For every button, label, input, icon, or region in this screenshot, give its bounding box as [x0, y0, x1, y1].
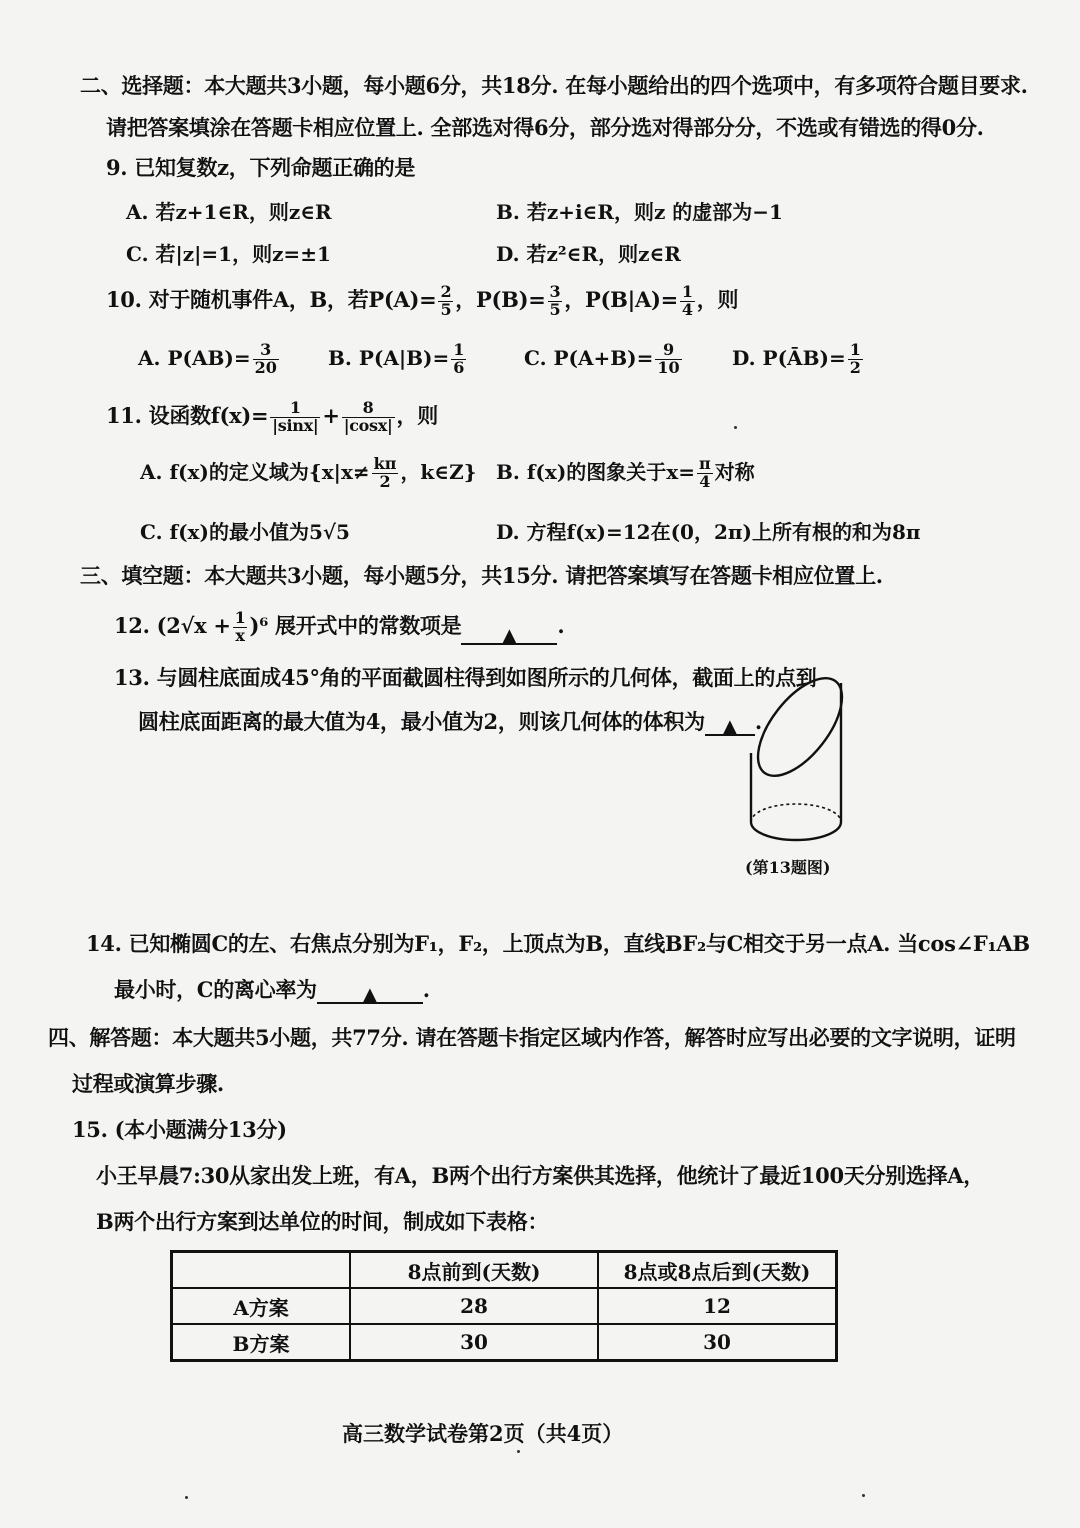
table-cell: B方案 — [172, 1324, 351, 1361]
q11-option-c: C. f(x)的最小值为5√5 — [140, 520, 350, 544]
q10-pa-num: 2 — [440, 282, 452, 302]
scan-speck — [517, 1450, 520, 1453]
q11-b-den: 4 — [699, 472, 711, 491]
q12-fraction — [233, 610, 248, 645]
q9-option-a: A. 若z+1∈R，则z∈R — [126, 200, 332, 224]
q11-a-num: kπ — [373, 454, 397, 474]
q12-prefix: 12. (2√x + — [114, 613, 231, 638]
q15-title: 15. (本小题满分13分) — [72, 1117, 287, 1142]
q11-f1-fraction — [270, 400, 320, 435]
q10-b-text: B. P(A|B)= — [328, 345, 450, 370]
table-header-cell: 8点前到(天数) — [350, 1252, 598, 1289]
q11-prefix: 11. 设函数f(x)= — [106, 403, 269, 428]
scan-speck — [734, 426, 737, 429]
q10-b-num: 1 — [453, 340, 465, 359]
q11-a-den: 2 — [379, 472, 391, 491]
q11-b-num: π — [698, 454, 711, 474]
q11-f1-den: |sinx| — [272, 416, 319, 435]
section4-heading-line1: 四、解答题：本大题共5小题，共77分. 请在答题卡指定区域内作答，解答时应写出必要的文字说明，证明 — [48, 1025, 1016, 1050]
q12-f-num: 1 — [234, 608, 246, 628]
q10-c-text: C. P(A+B)= — [524, 345, 654, 370]
q11-f2-num: 8 — [342, 400, 395, 418]
table-cell: 30 — [598, 1324, 837, 1361]
q10-option-d — [732, 342, 865, 377]
q10-prefix: 10. 对于随机事件A，B，若P(A)= — [106, 287, 437, 312]
q13-figure-caption: (第13题图) — [745, 858, 831, 877]
q13-line2 — [138, 706, 762, 736]
q11-b-tail: 对称 — [714, 460, 755, 484]
q15-data-table — [170, 1250, 838, 1362]
q10-a-text: A. P(AB)= — [138, 345, 251, 370]
table-cell: 30 — [350, 1324, 598, 1361]
section4-heading-line2: 过程或演算步骤. — [72, 1071, 224, 1096]
q9-option-b: B. 若z+i∈R，则z 的虚部为−1 — [496, 200, 783, 224]
q14-end: . — [422, 977, 430, 1002]
q15-line1: 小王早晨7:30从家出发上班，有A，B两个出行方案供其选择，他统计了最近100天分别选择A， — [96, 1163, 984, 1188]
q11-stem — [106, 400, 438, 435]
q14-line2 — [114, 974, 430, 1004]
scan-speck — [185, 1496, 188, 1499]
q14-line2-text: 最小时，C的离心率为 — [114, 977, 317, 1002]
q10-pba-num: 1 — [681, 282, 693, 302]
q10-stem — [106, 284, 738, 319]
table-cell: 28 — [350, 1288, 598, 1324]
q10-suffix: ，则 — [696, 287, 739, 312]
scan-speck — [862, 1494, 865, 1497]
q11-option-d: D. 方程f(x)=12在(0，2π)上所有根的和为8π — [496, 520, 921, 544]
q11-option-b — [496, 456, 755, 491]
q13-blank-marker: ▲ — [723, 716, 737, 737]
q10-d-text: D. P(ĀB)= — [732, 345, 846, 370]
q10-pb-num: 3 — [549, 282, 561, 302]
q10-c-fraction — [655, 342, 681, 377]
page-footer: 高三数学试卷第2页（共4页） — [342, 1421, 624, 1446]
q11-plus: + — [322, 403, 340, 428]
q14-answer-blank — [317, 980, 423, 1004]
q11-a-text: A. f(x)的定义域为{x|x≠ — [140, 460, 370, 484]
q10-c-num: 9 — [655, 342, 681, 360]
q11-b-fraction — [697, 456, 713, 491]
q10-pb-fraction — [548, 284, 563, 319]
q11-option-a — [140, 456, 477, 491]
q13-end: . — [754, 709, 762, 734]
table-header-cell — [172, 1252, 351, 1289]
q10-d-num: 1 — [849, 340, 861, 359]
q11-f1-num: 1 — [270, 400, 320, 418]
q12-stem — [114, 610, 564, 645]
q10-c-den: 10 — [657, 357, 680, 377]
q13-truncated-cylinder-figure — [740, 665, 860, 845]
q11-a-fraction — [372, 456, 399, 491]
q10-d-fraction — [848, 342, 863, 377]
table-cell: 12 — [598, 1288, 837, 1324]
table-row — [172, 1288, 837, 1324]
q13-line2-text: 圆柱底面距离的最大值为4，最小值为2，则该几何体的体积为 — [138, 709, 705, 734]
q10-option-b — [328, 342, 468, 377]
q11-f2-den: |cosx| — [343, 416, 393, 435]
q12-blank-marker: ▲ — [502, 624, 517, 646]
q9-stem: 9. 已知复数z，下列命题正确的是 — [106, 155, 416, 180]
q10-pba-text: ，P(B|A)= — [564, 287, 678, 312]
q10-pba-den: 4 — [681, 300, 693, 319]
q11-b-text: B. f(x)的图象关于x= — [496, 460, 695, 484]
q9-option-d: D. 若z²∈R，则z∈R — [496, 242, 681, 266]
q10-a-num: 3 — [253, 342, 279, 360]
q13-line1: 13. 与圆柱底面成45°角的平面截圆柱得到如图所示的几何体，截面上的点到 — [114, 665, 817, 690]
q14-line1: 14. 已知椭圆C的左、右焦点分别为F₁，F₂，上顶点为B，直线BF₂与C相交于另一点A. 当cos∠F₁AB — [86, 931, 1030, 956]
q10-option-a — [138, 342, 281, 377]
q10-pb-text: ，P(B)= — [455, 287, 546, 312]
table-cell: A方案 — [172, 1288, 351, 1324]
table-header-row — [172, 1252, 837, 1289]
q12-end: . — [557, 613, 565, 638]
table-header-cell: 8点或8点后到(天数) — [598, 1252, 837, 1289]
q12-f-den: x — [235, 626, 245, 645]
q15-line2: B两个出行方案到达单位的时间，制成如下表格： — [96, 1209, 549, 1234]
section3-heading: 三、填空题：本大题共3小题，每小题5分，共15分. 请把答案填写在答题卡相应位置上. — [80, 563, 883, 588]
q10-a-fraction — [253, 342, 279, 377]
section2-heading-line1: 二、选择题：本大题共3小题，每小题6分，共18分. 在每小题给出的四个选项中，有多项符合题目要求. — [80, 73, 1028, 98]
q10-a-den: 20 — [254, 357, 277, 377]
q10-pa-fraction — [438, 284, 453, 319]
q12-answer-blank — [461, 621, 557, 645]
q12-suffix: )⁶ 展开式中的常数项是 — [249, 613, 462, 638]
q10-d-den: 2 — [849, 357, 861, 377]
table-row — [172, 1324, 837, 1361]
q10-option-c — [524, 342, 684, 377]
q10-pb-den: 5 — [549, 300, 561, 319]
q14-blank-marker: ▲ — [362, 984, 377, 1005]
q10-pba-fraction — [680, 284, 695, 319]
q10-pa-den: 5 — [440, 300, 452, 319]
q11-f2-fraction — [342, 400, 395, 435]
q11-a-tail: ，k∈Z} — [400, 460, 477, 484]
q10-b-fraction — [451, 342, 466, 377]
q9-option-c: C. 若|z|=1，则z=±1 — [126, 242, 331, 266]
q10-b-den: 6 — [453, 357, 465, 377]
q11-suffix: ，则 — [396, 403, 438, 428]
section2-heading-line2: 请把答案填涂在答题卡相应位置上. 全部选对得6分，部分选对得部分分，不选或有错选的得0分. — [106, 115, 984, 140]
